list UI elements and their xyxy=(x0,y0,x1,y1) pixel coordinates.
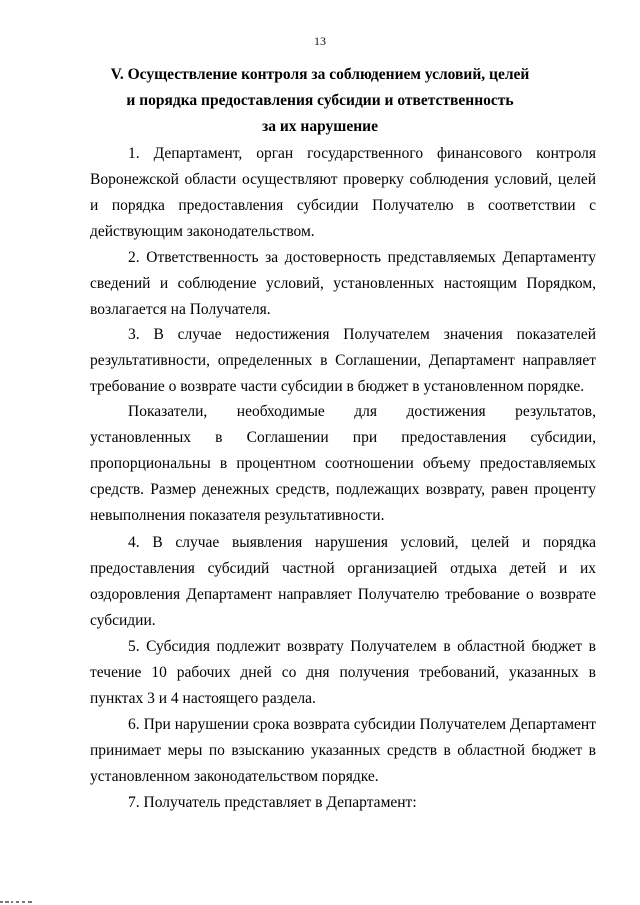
scan-edge-mark xyxy=(0,895,38,905)
section-heading-line-3: за их нарушение xyxy=(262,118,378,135)
section-heading-line-2: и порядка предоставления субсидии и ответственность xyxy=(126,92,514,109)
page-number: 13 xyxy=(314,34,326,48)
paragraph-8: 7. Получатель представляет в Департамент: xyxy=(128,794,417,811)
paragraph-1: 1. Департамент, орган государственного финансового контроля Воронежской области осуществляют проверку соблюдения условий, целей и порядка предоставления субсидии Получателю в соответствии с действующим законодательством. xyxy=(90,145,596,240)
paragraph-5: 4. В случае выявления нарушения условий, целей и порядка предоставления субсидий частной организацией отдыха детей и их оздоровления Департамент направляет Получателю требование о возврате субсидии. xyxy=(90,534,596,629)
paragraph-3: 3. В случае недостижения Получателем значения показателей результативности, определенных в Соглашении, Департамент направляет требование о возврате части субсидии в бюджет в установленном порядке. xyxy=(90,326,596,395)
paragraph-4: Показатели, необходимые для достижения результатов, установленных в Соглашении при предоставления субсидии, пропорциональны в процентном соотношении объему предоставляемых средств. Размер денежных средств, подлежащих возврату, равен проценту невыполнения показателя результативности. xyxy=(90,403,596,524)
section-heading-line-1: V. Осуществление контроля за соблюдением условий, целей xyxy=(110,66,530,83)
paragraph-7: 6. При нарушении срока возврата субсидии Получателем Департамент принимает меры по взысканию указанных средств в областной бюджет в установленном законодательством порядке. xyxy=(90,716,596,785)
paragraph-6: 5. Субсидия подлежит возврату Получателем в областной бюджет в течение 10 рабочих дней со дня получения требований, указанных в пунктах 3 и 4 настоящего раздела. xyxy=(90,638,596,707)
paragraph-2: 2. Ответственность за достоверность представляемых Департаменту сведений и соблюдение условий, установленных настоящим Порядком, возлагается на Получателя. xyxy=(90,249,596,318)
